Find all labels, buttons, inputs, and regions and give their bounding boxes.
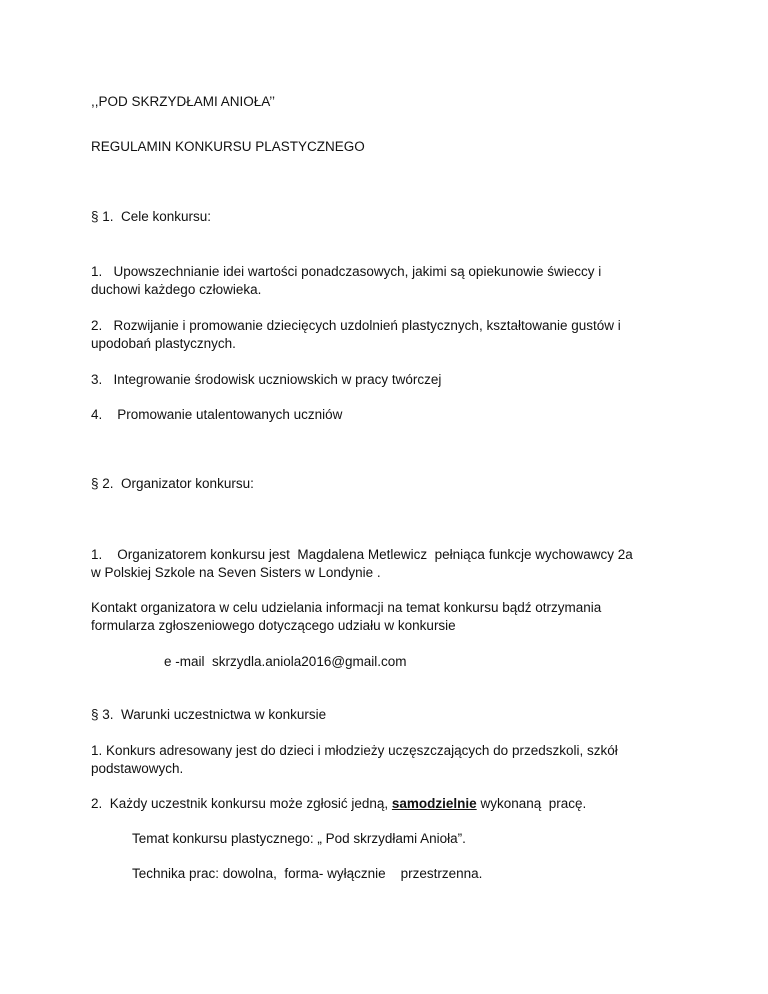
section-2-heading: § 2. Organizator konkursu: [91,476,254,491]
section-2-item-1-line-2: w Polskiej Szkole na Seven Sisters w Londynie . [91,565,381,580]
document-subtitle: REGULAMIN KONKURSU PLASTYCZNEGO [91,139,365,154]
section-3-item-2-text-before: 2. Każdy uczestnik konkursu może zgłosić jedną, [91,796,392,811]
section-3-item-1-line-2: podstawowych. [91,761,184,776]
section-2-item-1-line-1: 1. Organizatorem konkursu jest Magdalena Metlewicz pełniąca funkcje wychowawcy 2a [91,547,633,562]
section-3-item-1-line-1: 1. Konkurs adresowany jest do dzieci i młodzieży uczęszczających do przedszkoli, szkół [91,743,618,758]
section-1-item-2-line-2: upodobań plastycznych. [91,336,236,351]
section-1-item-1-line-1: 1. Upowszechnianie idei wartości ponadczasowych, jakimi są opiekunowie świeccy i [91,264,602,279]
contact-line-2: formularza zgłoszeniowego dotyczącego udziału w konkursie [91,618,456,633]
section-1-heading: § 1. Cele konkursu: [91,209,212,224]
section-3-heading: § 3. Warunki uczestnictwa w konkursie [91,707,327,722]
section-1-item-4: 4. Promowanie utalentowanych uczniów [91,407,343,422]
section-1-item-2-line-1: 2. Rozwijanie i promowanie dziecięcych uzdolnień plastycznych, kształtowanie gustów i [91,318,621,333]
contact-email: e -mail skrzydla.aniola2016@gmail.com [164,654,407,669]
section-3-item-2 [91,794,586,814]
section-1-item-3: 3. Integrowanie środowisk uczniowskich w pracy twórczej [91,372,442,387]
competition-technique: Technika prac: dowolna, forma- wyłącznie przestrzenna. [132,866,483,881]
competition-theme: Temat konkursu plastycznego: „ Pod skrzydłami Anioła”. [132,831,466,846]
contact-line-1: Kontakt organizatora w celu udzielania informacji na temat konkursu bądź otrzymania [91,600,602,615]
section-3-item-2-text-after: wykonaną pracę. [476,796,587,811]
section-1-item-1-line-2: duchowi każdego człowieka. [91,282,262,297]
section-3-item-2-emphasis: samodzielnie [391,796,477,811]
document-title: ,,POD SKRZYDŁAMI ANIOŁA’’ [91,94,276,109]
